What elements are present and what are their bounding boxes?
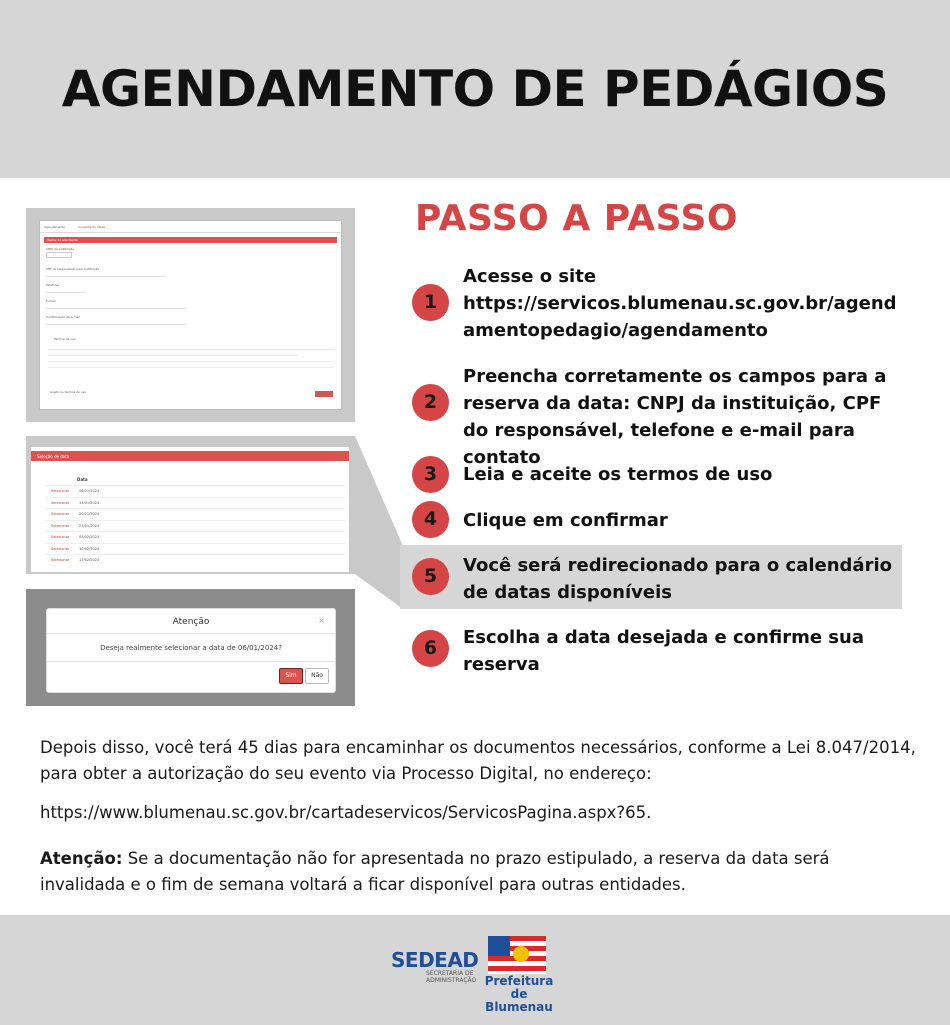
form-tabs bbox=[40, 221, 341, 233]
step-6-number: 6 bbox=[412, 630, 449, 667]
terms-line bbox=[48, 355, 298, 356]
form-field-cnpj bbox=[46, 252, 72, 258]
form-label-terms: Termos de uso bbox=[54, 337, 76, 341]
section-title: PASSO A PASSO bbox=[415, 198, 738, 239]
date-value: 20/01/2024 bbox=[79, 512, 100, 516]
dialog-screenshot bbox=[26, 589, 355, 706]
form-label-confirm-email: Confirmação de e-mail bbox=[46, 315, 80, 319]
warning-label: Atenção: bbox=[40, 849, 123, 868]
date-row bbox=[45, 485, 345, 496]
form-screenshot bbox=[26, 208, 355, 422]
date-select-link: Selecionar bbox=[51, 489, 70, 493]
dialog-divider bbox=[47, 661, 335, 662]
prefeitura-logo-text: Prefeitura de Blumenau bbox=[484, 974, 554, 1014]
form-field-telefone bbox=[46, 292, 86, 293]
form-confirm-button bbox=[315, 391, 333, 397]
date-row bbox=[45, 554, 345, 565]
dates-screenshot-inner bbox=[31, 447, 349, 572]
connector-wedge bbox=[355, 436, 403, 609]
date-row bbox=[45, 531, 345, 542]
step-5-text: Você será redirecionado para o calendário de datas disponíveis bbox=[463, 555, 892, 603]
form-tab-agendamento: Agendamento bbox=[44, 225, 66, 229]
form-field-email bbox=[46, 308, 186, 309]
date-value: 10/02/2024 bbox=[79, 546, 100, 551]
date-value: 03/02/2024 bbox=[79, 535, 100, 539]
paragraph-url: https://www.blumenau.sc.gov.br/cartadeservicos/ServicosPagina.aspx?65. bbox=[40, 803, 652, 822]
date-select-link: Selecionar bbox=[51, 535, 70, 539]
date-select-link: Selecionar bbox=[51, 512, 70, 516]
step-3-text: Leia e aceite os termos de uso bbox=[463, 464, 773, 485]
dialog-divider bbox=[47, 633, 335, 634]
close-icon: × bbox=[318, 616, 325, 625]
step-6-text: Escolha a data desejada e confirme sua reserva bbox=[463, 627, 864, 675]
dates-screenshot bbox=[26, 436, 355, 574]
step-2-text: Preencha corretamente os campos para a reserva da data: CNPJ da instituição, CPF do responsável, telefone e e-mail para contato bbox=[463, 366, 887, 468]
terms-line bbox=[48, 367, 334, 368]
form-tab-consulta: Consulta de datas bbox=[78, 225, 106, 229]
date-select-link: Selecionar bbox=[51, 558, 70, 562]
form-label-email: E-mail bbox=[46, 299, 56, 303]
dialog-yes-button: Sim bbox=[279, 668, 303, 684]
date-row bbox=[45, 497, 345, 508]
dialog-no-button: Não bbox=[305, 668, 329, 684]
form-field-cpf bbox=[46, 276, 166, 277]
date-select-link: Selecionar bbox=[51, 500, 70, 505]
sedead-logo: SEDEAD bbox=[391, 948, 479, 972]
date-select-link: Selecionar bbox=[51, 546, 70, 551]
step-4-text: Clique em confirmar bbox=[463, 510, 668, 531]
date-value: 27/01/2024 bbox=[79, 523, 100, 528]
form-label-cpf: CPF do responsável pela instituição bbox=[46, 267, 100, 271]
date-row bbox=[45, 543, 345, 554]
step-4-number: 4 bbox=[412, 501, 449, 538]
blumenau-flag-icon bbox=[488, 936, 546, 974]
paragraph-deadline: Depois disso, você terá 45 dias para encaminhar os documentos necessários, conforme a Lei 8.047/2014, para obter a autorização do seu evento via Processo Digital, no endereço: bbox=[40, 738, 916, 783]
confirm-dialog bbox=[46, 608, 336, 693]
header-band bbox=[0, 0, 950, 178]
dialog-message: Deseja realmente selecionar a data de 06/01/2024? bbox=[100, 644, 282, 652]
dates-column-header: Data bbox=[77, 477, 88, 482]
step-3-number: 3 bbox=[412, 456, 449, 493]
form-label-accept: Aceito os termos de uso bbox=[50, 390, 87, 394]
form-label-cnpj: CNPJ da instituição bbox=[46, 247, 75, 251]
form-field-confirm-email bbox=[46, 324, 186, 325]
step-1-number: 1 bbox=[412, 284, 449, 321]
dates-section-bar: Seleção de data bbox=[31, 451, 349, 461]
step-1-text: Acesse o site https://servicos.blumenau.sc.gov.br/agendamentopedagio/agendamento bbox=[463, 263, 908, 344]
date-value: 17/02/2024 bbox=[79, 558, 100, 562]
date-row bbox=[45, 520, 345, 531]
terms-line bbox=[48, 361, 334, 362]
form-screenshot-inner bbox=[39, 220, 342, 410]
paragraph-warning bbox=[40, 846, 920, 898]
date-select-link: Selecionar bbox=[51, 523, 70, 528]
sedead-subtitle: SECRETARIA DE ADMINISTRAÇÃO bbox=[426, 970, 477, 984]
date-row bbox=[45, 508, 345, 519]
dialog-title: Atenção bbox=[172, 617, 210, 627]
terms-line bbox=[48, 349, 334, 350]
form-label-telefone: Telefone bbox=[46, 283, 59, 287]
warning-text: Se a documentação não for apresentada no prazo estipulado, a reserva da data será invalidada e o fim de semana voltará a ficar disponível para outras entidades. bbox=[40, 849, 830, 894]
step-1-url: https://servicos.blumenau.sc.gov.br/agendamentopedagio/agendamento bbox=[463, 293, 897, 341]
date-value: 13/01/2024 bbox=[79, 500, 100, 505]
form-section-bar: Dados do solicitante bbox=[44, 237, 337, 243]
date-value: 06/01/2024 bbox=[79, 489, 100, 493]
page-title: AGENDAMENTO DE PEDÁGIOS bbox=[61, 60, 889, 118]
dialog-backdrop bbox=[26, 589, 355, 706]
step-5-number: 5 bbox=[412, 558, 449, 595]
step-2-number: 2 bbox=[412, 384, 449, 421]
